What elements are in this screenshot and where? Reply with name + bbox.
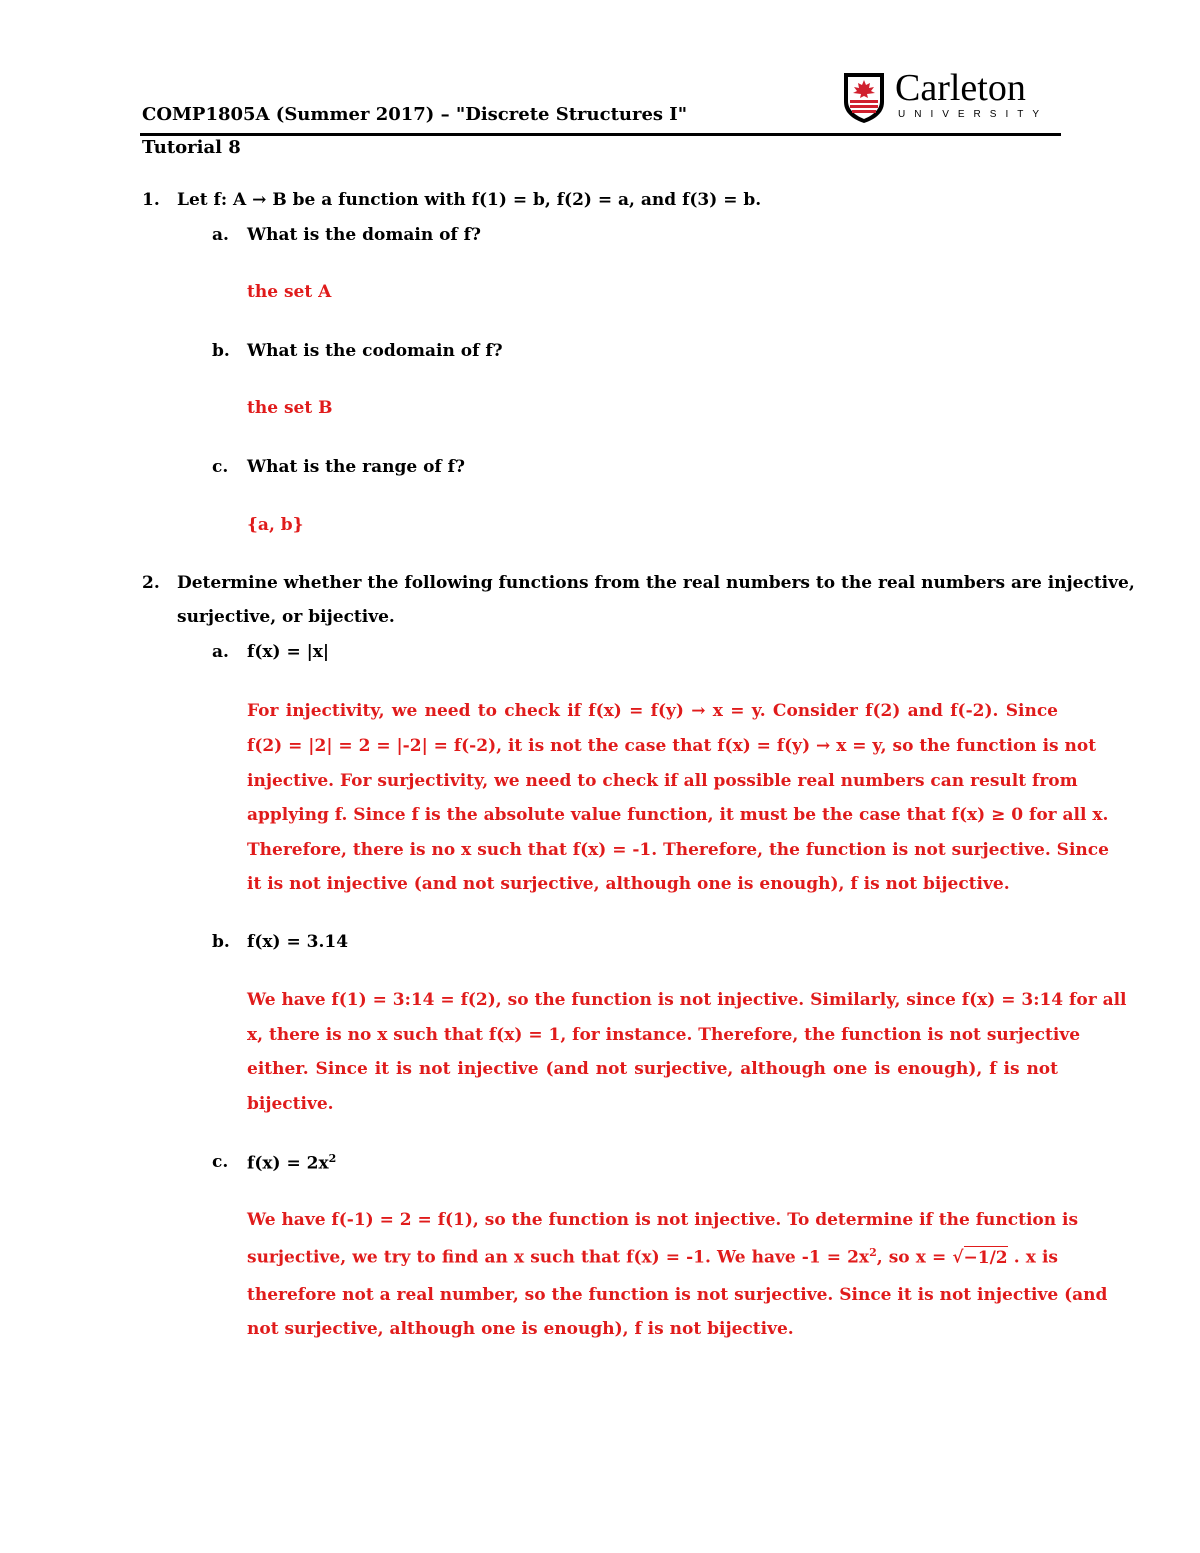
q2c-function-exp: 2 bbox=[328, 1152, 337, 1165]
sqrt-icon: √ bbox=[952, 1247, 964, 1268]
q2b-answer-line: either. Since it is not injective (and not surjective, although one is enough), f is not bbox=[247, 1059, 1058, 1079]
q2a-answer-line: injective. For surjectivity, we need to check if all possible real numbers can result from bbox=[247, 771, 1078, 791]
q2c-answer-pre: surjective, we try to find an x such that f(x) = -1. We have -1 = 2x bbox=[247, 1247, 870, 1268]
q2-text-line1: Determine whether the following functions from the real numbers to the real numbers are injective, bbox=[177, 573, 1135, 593]
q2c-answer-root: −1/2 bbox=[963, 1247, 1008, 1268]
q2-text-line2: surjective, or bijective. bbox=[177, 607, 395, 627]
q2a-answer-line: applying f. Since f is the absolute value function, it must be the case that f(x) ≥ 0 for all x. bbox=[247, 805, 1109, 825]
header-divider bbox=[140, 133, 1061, 136]
q2c-answer-line: therefore not a real number, so the function is not surjective. Since it is not injective (and bbox=[247, 1285, 1108, 1305]
q1a-question: What is the domain of f? bbox=[247, 225, 481, 245]
q2a-answer-line: For injectivity, we need to check if f(x) = f(y) → x = y. Consider f(2) and f(-2). Since bbox=[247, 701, 1058, 721]
q1-text: Let f: A → B be a function with f(1) = b, f(2) = a, and f(3) = b. bbox=[177, 190, 762, 210]
q2a-function: f(x) = |x| bbox=[247, 642, 330, 662]
shield-icon bbox=[843, 72, 885, 124]
q2c-answer-mid: , so x = bbox=[876, 1247, 953, 1268]
q2c-answer-line: We have f(-1) = 2 = f(1), so the function is not injective. To determine if the function is bbox=[247, 1210, 1079, 1230]
q1a-label: a. bbox=[212, 225, 229, 245]
q1a-answer: the set A bbox=[247, 282, 332, 302]
q2b-answer-line: bijective. bbox=[247, 1094, 334, 1114]
logo-university: UNIVERSITY bbox=[898, 109, 1049, 120]
q2b-label: b. bbox=[212, 932, 230, 952]
q2c-answer-line: not surjective, although one is enough), f is not bijective. bbox=[247, 1319, 794, 1339]
q1b-label: b. bbox=[212, 341, 230, 361]
q2a-answer-line: f(2) = |2| = 2 = |-2| = f(-2), it is not the case that f(x) = f(y) → x = y, so the function is not bbox=[247, 736, 1097, 756]
q2b-answer-line: We have f(1) = 3:14 = f(2), so the function is not injective. Similarly, since f(x) = 3:14 for all bbox=[247, 990, 1127, 1010]
q2c-answer-post: . x is bbox=[1013, 1247, 1058, 1268]
q1c-question: What is the range of f? bbox=[247, 457, 465, 477]
q2c-answer-line bbox=[247, 1246, 1058, 1268]
logo-wordmark: Carleton bbox=[895, 67, 1026, 109]
q2b-answer-line: x, there is no x such that f(x) = 1, for instance. Therefore, the function is not surjective bbox=[247, 1025, 1081, 1045]
q1b-answer: the set B bbox=[247, 398, 333, 418]
course-title: COMP1805A (Summer 2017) – "Discrete Structures I" bbox=[142, 104, 688, 125]
q1c-answer: {a, b} bbox=[247, 515, 304, 535]
q2a-answer-line: it is not injective (and not surjective, although one is enough), f is not bijective. bbox=[247, 874, 1010, 894]
tutorial-title: Tutorial 8 bbox=[142, 137, 241, 158]
q2a-answer-line: Therefore, there is no x such that f(x) = -1. Therefore, the function is not surjective. Since bbox=[247, 840, 1109, 860]
q1b-question: What is the codomain of f? bbox=[247, 341, 503, 361]
q2b-function: f(x) = 3.14 bbox=[247, 932, 349, 952]
q2a-label: a. bbox=[212, 642, 229, 662]
q2c-function bbox=[247, 1152, 336, 1174]
q2c-label: c. bbox=[212, 1152, 229, 1172]
q2c-function-base: f(x) = 2x bbox=[247, 1153, 329, 1174]
q1-number: 1. bbox=[142, 190, 160, 210]
q2-number: 2. bbox=[142, 573, 160, 593]
q2c-answer-exp: 2 bbox=[869, 1246, 877, 1259]
carleton-logo bbox=[843, 67, 1063, 124]
q1c-label: c. bbox=[212, 457, 229, 477]
